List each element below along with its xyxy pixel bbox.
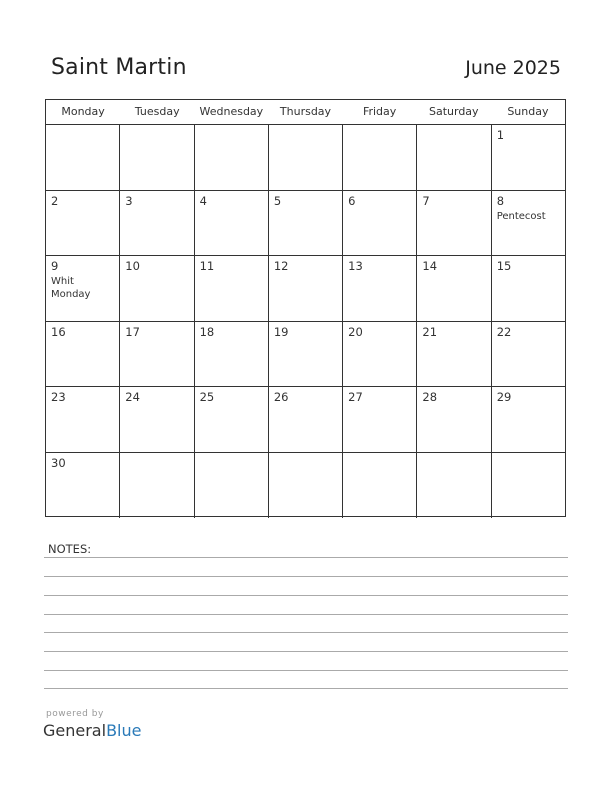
day-number: 27 xyxy=(348,390,363,404)
day-number: 12 xyxy=(273,259,289,273)
day-number: 22 xyxy=(496,324,512,339)
day-cell xyxy=(269,256,343,321)
calendar-grid xyxy=(45,99,566,517)
day-cell xyxy=(46,322,120,387)
day-number: 5 xyxy=(273,193,282,208)
day-cell xyxy=(46,125,120,190)
day-cell xyxy=(195,322,269,387)
day-cell xyxy=(120,191,194,256)
weekday-header-monday: Monday xyxy=(61,105,105,118)
notes-line xyxy=(44,651,568,652)
day-cell xyxy=(269,322,343,387)
weekday-header-row xyxy=(46,100,565,125)
notes-line xyxy=(44,576,568,577)
day-number: 11 xyxy=(199,259,215,273)
day-cell xyxy=(492,191,565,256)
calendar-country-title: Saint Martin xyxy=(51,55,187,80)
day-number: 16 xyxy=(51,324,66,339)
day-cell xyxy=(120,453,194,519)
day-cell xyxy=(269,453,343,519)
day-number: 2 xyxy=(51,193,59,208)
day-cell xyxy=(195,191,269,256)
day-cell xyxy=(492,387,565,452)
weekday-header-saturday: Saturday xyxy=(428,105,479,118)
notes-line xyxy=(44,688,568,689)
day-number: 17 xyxy=(125,324,140,339)
day-cell xyxy=(120,256,194,321)
calendar-week-row xyxy=(46,453,565,519)
calendar-week-row xyxy=(46,191,565,257)
day-cell xyxy=(417,387,491,452)
day-number: 20 xyxy=(348,324,363,339)
day-cell xyxy=(46,256,120,321)
day-cell xyxy=(492,256,565,321)
day-number: 18 xyxy=(199,324,215,339)
day-cell xyxy=(195,387,269,452)
day-number: 9 xyxy=(51,259,59,273)
weekday-header-thursday: Thursday xyxy=(279,105,332,118)
day-number: 6 xyxy=(348,193,356,208)
weekday-header-wednesday: Wednesday xyxy=(199,105,264,118)
generalblue-logo xyxy=(43,721,141,740)
day-cell xyxy=(492,125,565,190)
day-number: 1 xyxy=(496,128,505,142)
day-cell xyxy=(195,125,269,190)
day-number: 25 xyxy=(199,390,215,404)
day-number: 4 xyxy=(199,193,207,208)
day-cell xyxy=(343,453,417,519)
calendar-week-row xyxy=(46,125,565,191)
day-cell xyxy=(343,322,417,387)
brand-blue: Blue xyxy=(106,721,142,740)
day-number: 8 xyxy=(496,193,505,208)
day-cell xyxy=(343,125,417,190)
holiday-label: Whit Monday xyxy=(51,276,91,300)
day-cell xyxy=(195,453,269,519)
calendar-week-row xyxy=(46,387,565,453)
day-number: 7 xyxy=(422,193,430,208)
notes-line xyxy=(44,595,568,596)
day-number: 29 xyxy=(496,390,512,404)
notes-label: NOTES: xyxy=(48,542,92,556)
day-number: 30 xyxy=(51,455,66,470)
day-cell xyxy=(417,125,491,190)
notes-line xyxy=(44,670,568,671)
notes-line xyxy=(44,557,568,558)
day-cell xyxy=(46,453,120,519)
notes-line xyxy=(44,614,568,615)
day-number: 10 xyxy=(125,259,140,273)
day-cell xyxy=(343,387,417,452)
day-number: 15 xyxy=(496,259,512,273)
day-number: 24 xyxy=(125,390,140,404)
weekday-header-sunday: Sunday xyxy=(507,105,549,118)
day-cell xyxy=(120,125,194,190)
day-cell xyxy=(417,322,491,387)
day-number: 13 xyxy=(348,259,363,273)
day-number: 28 xyxy=(422,390,438,404)
day-number: 26 xyxy=(273,390,289,404)
day-cell xyxy=(343,191,417,256)
holiday-label: Pentecost xyxy=(496,210,546,222)
day-cell xyxy=(417,191,491,256)
day-number: 3 xyxy=(125,193,133,208)
day-cell xyxy=(343,256,417,321)
day-cell xyxy=(417,256,491,321)
day-cell xyxy=(269,191,343,256)
calendar-month-year: June 2025 xyxy=(465,57,561,79)
weekday-header-tuesday: Tuesday xyxy=(134,105,180,118)
day-number: 21 xyxy=(422,324,438,339)
day-cell xyxy=(269,387,343,452)
day-cell xyxy=(417,453,491,519)
brand-general: General xyxy=(43,721,107,740)
day-cell xyxy=(195,256,269,321)
day-number: 23 xyxy=(51,390,66,404)
day-cell xyxy=(46,191,120,256)
calendar-week-row xyxy=(46,322,565,388)
calendar-weeks xyxy=(46,125,565,518)
day-cell xyxy=(120,387,194,452)
powered-by-text: powered by xyxy=(46,709,104,719)
day-cell xyxy=(492,453,565,519)
day-cell xyxy=(269,125,343,190)
notes-line xyxy=(44,632,568,633)
day-cell xyxy=(46,387,120,452)
day-cell xyxy=(492,322,565,387)
calendar-week-row xyxy=(46,256,565,322)
day-number: 14 xyxy=(422,259,438,273)
day-cell xyxy=(120,322,194,387)
weekday-header-friday: Friday xyxy=(362,105,397,118)
day-number: 19 xyxy=(273,324,289,339)
